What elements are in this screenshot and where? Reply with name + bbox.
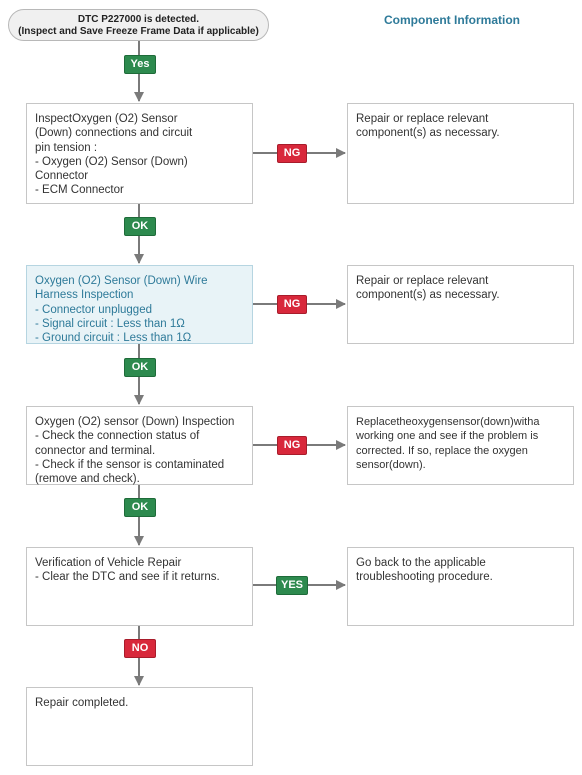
step4-line: Verification of Vehicle Repair xyxy=(35,557,182,569)
result-replace-sensor xyxy=(347,406,574,485)
result-repair-replace-1 xyxy=(347,103,574,204)
step2-line: - Ground circuit : Less than 1Ω xyxy=(35,332,192,345)
result3-line: sensor(down). xyxy=(356,458,426,471)
step-inspect-connections xyxy=(26,103,253,204)
step3-line: Oxygen (O2) sensor (Down) Inspection xyxy=(35,416,235,428)
ng-badge-2: NG xyxy=(277,295,307,314)
step3-line: - Check if the sensor is contaminated xyxy=(35,458,225,471)
step-wire-harness-inspection xyxy=(26,265,253,344)
step1-line: - Oxygen (O2) Sensor (Down) xyxy=(35,155,188,168)
result1-line: Repair or replace relevant xyxy=(356,113,489,125)
result4-line: Go back to the applicable xyxy=(356,557,486,569)
result3-line: working one and see if the problem is xyxy=(356,430,539,443)
step3-line: (remove and check). xyxy=(35,473,140,486)
result1-line: component(s) as necessary. xyxy=(356,127,500,140)
start-node xyxy=(8,9,269,41)
step4-line: - Clear the DTC and see if it returns. xyxy=(35,571,220,584)
result3-line: Replacetheoxygensensor(down)witha xyxy=(356,416,540,428)
result3-line: corrected. If so, replace the oxygen xyxy=(356,444,528,457)
step-sensor-inspection xyxy=(26,406,253,485)
step1-line: InspectOxygen (O2) Sensor xyxy=(35,113,178,125)
ok-badge-3: OK xyxy=(124,498,156,517)
component-information-link[interactable]: Component Information xyxy=(384,13,520,27)
yes-badge-final: YES xyxy=(276,576,308,595)
step5-line: Repair completed. xyxy=(35,697,129,709)
step2-line: - Connector unplugged xyxy=(35,303,152,316)
result2-line: component(s) as necessary. xyxy=(356,289,500,302)
step1-line: Connector xyxy=(35,170,89,183)
ok-badge-1: OK xyxy=(124,217,156,236)
step2-line: Oxygen (O2) Sensor (Down) Wire xyxy=(35,275,208,287)
step2-line: Harness Inspection xyxy=(35,289,134,302)
result4-line: troubleshooting procedure. xyxy=(356,571,493,584)
step1-line: - ECM Connector xyxy=(35,184,124,197)
result-repair-replace-2 xyxy=(347,265,574,344)
step-repair-completed xyxy=(26,687,253,766)
step3-line: - Check the connection status of xyxy=(35,430,200,443)
step3-line: connector and terminal. xyxy=(35,444,156,457)
step-verification xyxy=(26,547,253,626)
result-go-back xyxy=(347,547,574,626)
no-badge-final: NO xyxy=(124,639,156,658)
step1-line: (Down) connections and circuit xyxy=(35,127,193,140)
result2-line: Repair or replace relevant xyxy=(356,275,489,287)
start-line-1: DTC P227000 is detected. xyxy=(77,14,200,25)
ng-badge-3: NG xyxy=(277,436,307,455)
ng-badge-1: NG xyxy=(277,144,307,163)
step1-line: pin tension : xyxy=(35,141,98,154)
start-line-2: (Inspect and Save Freeze Frame Data if applicable) xyxy=(18,26,259,37)
step2-line: - Signal circuit : Less than 1Ω xyxy=(35,317,185,330)
yes-badge-start: Yes xyxy=(124,55,156,74)
ok-badge-2: OK xyxy=(124,358,156,377)
